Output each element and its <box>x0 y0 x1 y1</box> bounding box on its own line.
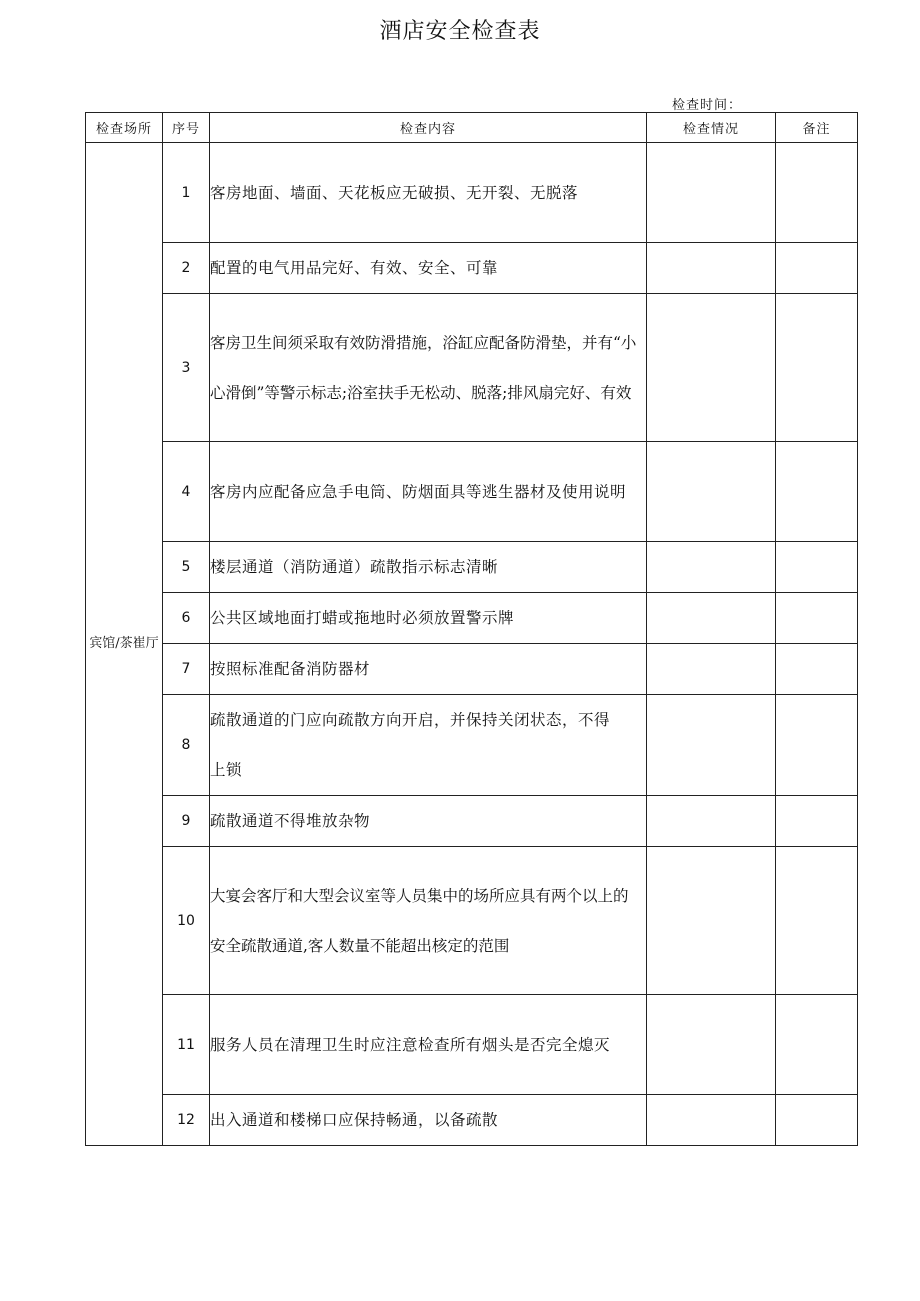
note-cell <box>776 143 858 243</box>
status-cell <box>647 644 776 695</box>
row-number: 5 <box>163 542 210 593</box>
note-cell <box>776 995 858 1095</box>
status-cell <box>647 847 776 995</box>
row-content-text: 服务人员在清理卫生时应注意检查所有烟头是否完全熄灭 <box>210 1035 611 1054</box>
place-cell <box>86 143 163 1146</box>
row-content-text: 客房卫生间须采取有效防滑措施，浴缸应配备防滑垫，并有“小心滑倒”等警示标志;浴室扶手无松动、脱落;排风扇完好、有效 <box>210 333 637 402</box>
row-number: 1 <box>163 143 210 243</box>
row-content <box>210 995 647 1095</box>
status-cell <box>647 695 776 796</box>
row-content <box>210 847 647 995</box>
note-cell <box>776 442 858 542</box>
row-number: 9 <box>163 796 210 847</box>
row-content-text: 出入通道和楼梯口应保持畅通，以备疏散 <box>210 1111 499 1129</box>
status-cell <box>647 442 776 542</box>
table-row <box>86 695 858 796</box>
table-row <box>86 1095 858 1146</box>
status-cell <box>647 796 776 847</box>
row-content <box>210 644 647 695</box>
note-cell <box>776 593 858 644</box>
row-content <box>210 796 647 847</box>
row-content-text: 疏散通道不得堆放杂物 <box>210 812 371 830</box>
row-content <box>210 442 647 542</box>
check-time-label: 检查时间： <box>672 98 743 113</box>
row-number: 7 <box>163 644 210 695</box>
status-cell <box>647 995 776 1095</box>
status-cell <box>647 593 776 644</box>
note-cell <box>776 294 858 442</box>
row-content-text: 配置的电气用品完好、有效、安全、可靠 <box>210 259 499 277</box>
note-cell <box>776 1095 858 1146</box>
row-content-text: 公共区域地面打蜡或拖地时必须放置警示牌 <box>210 609 515 627</box>
row-number: 2 <box>163 243 210 294</box>
row-content <box>210 593 647 644</box>
row-content <box>210 143 647 243</box>
status-cell <box>647 143 776 243</box>
note-cell <box>776 542 858 593</box>
note-cell <box>776 644 858 695</box>
inspection-table <box>85 112 858 1146</box>
table-row <box>86 542 858 593</box>
status-cell <box>647 542 776 593</box>
header-content: 检查内容 <box>210 113 647 143</box>
table-row <box>86 644 858 695</box>
row-number: 6 <box>163 593 210 644</box>
status-cell <box>647 1095 776 1146</box>
row-content <box>210 243 647 294</box>
table-row <box>86 143 858 243</box>
table-row <box>86 442 858 542</box>
place-label: 宾馆/茶崔厅 <box>89 636 159 651</box>
table-row <box>86 796 858 847</box>
row-number: 8 <box>163 695 210 796</box>
row-content-text: 客房内应配备应急手电筒、防烟面具等逃生器材及使用说明 <box>210 482 627 501</box>
row-number: 12 <box>163 1095 210 1146</box>
row-content-text: 大宴会客厅和大型会议室等人员集中的场所应具有两个以上的安全疏散通道,客人数量不能超出核定的范围 <box>210 886 629 955</box>
row-content-text: 按照标准配备消防器材 <box>210 660 371 678</box>
row-number: 4 <box>163 442 210 542</box>
row-content <box>210 1095 647 1146</box>
header-status: 检查情况 <box>647 113 776 143</box>
note-cell <box>776 695 858 796</box>
row-number: 11 <box>163 995 210 1095</box>
row-content-text: 楼层通道（消防通道）疏散指示标志清晰 <box>210 558 499 576</box>
row-content-text: 客房地面、墙面、天花板应无破损、无开裂、无脱落 <box>210 183 579 202</box>
row-content-text: 疏散通道的门应向疏散方向开启，并保持关闭状态，不得上锁 <box>210 711 611 779</box>
row-number: 10 <box>163 847 210 995</box>
table-row <box>86 593 858 644</box>
table-row <box>86 847 858 995</box>
table-row <box>86 243 858 294</box>
note-cell <box>776 243 858 294</box>
status-cell <box>647 243 776 294</box>
status-cell <box>647 294 776 442</box>
table-header-row <box>86 113 858 143</box>
row-number: 3 <box>163 294 210 442</box>
note-cell <box>776 847 858 995</box>
page-title: 酒店安全检查表 <box>379 19 541 44</box>
header-place: 检查场所 <box>86 113 163 143</box>
note-cell <box>776 796 858 847</box>
row-content <box>210 542 647 593</box>
header-number: 序号 <box>163 113 210 143</box>
row-content <box>210 695 647 796</box>
table-row <box>86 995 858 1095</box>
table-row <box>86 294 858 442</box>
header-note: 备注 <box>776 113 858 143</box>
row-content <box>210 294 647 442</box>
